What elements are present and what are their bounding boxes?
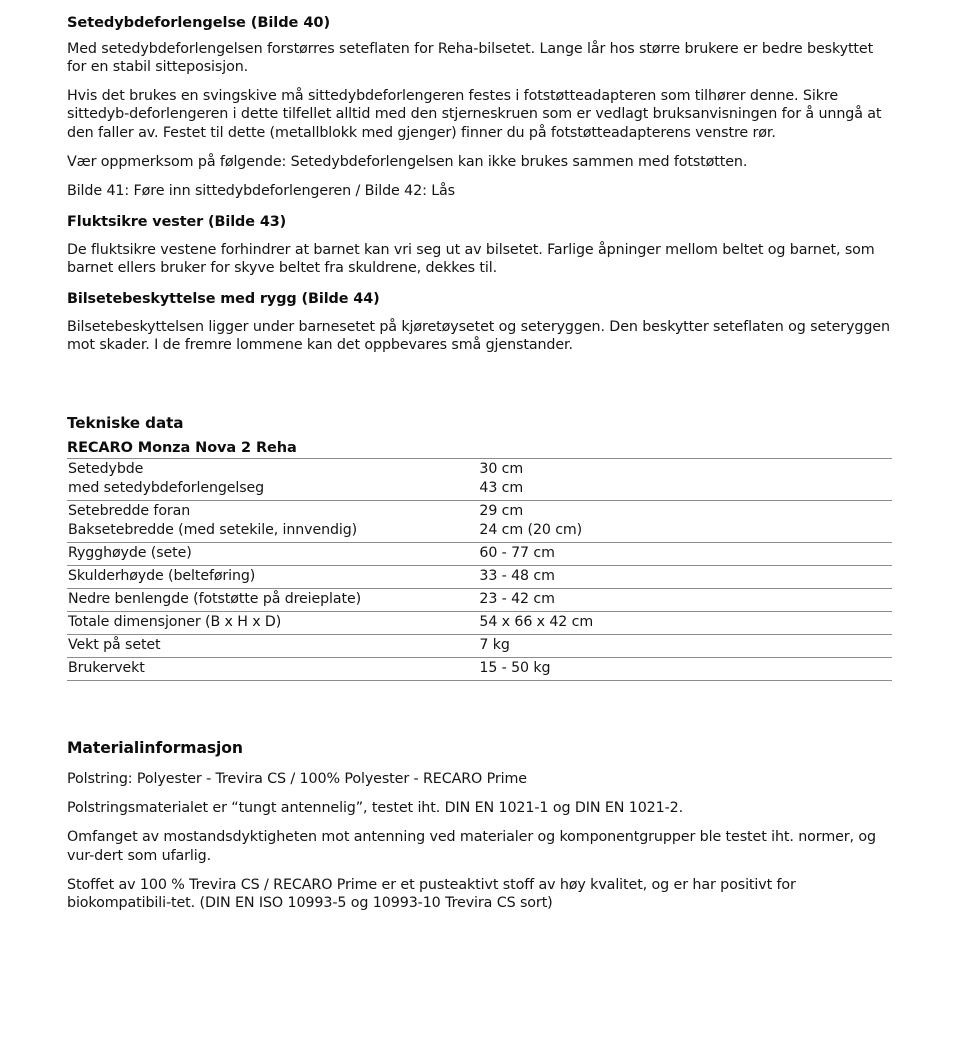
table-cell-value: 30 cm: [476, 459, 892, 480]
spacer: [67, 681, 892, 739]
table-cell-label: Setebredde foran: [68, 503, 191, 520]
table-cell-label: Skulderhøyde (belteføring): [67, 566, 476, 589]
paragraph: Bilsetebeskyttelsen ligger under barnesetet på kjøretøysetet og seteryggen. Den beskytter seteflaten og seteryggen mot skader. I de fremre lommene kan det oppbevares små gjenstander.: [67, 318, 890, 353]
table-row: [67, 658, 892, 681]
spacer: [67, 354, 892, 414]
table-cell-value: 23 - 42 cm: [476, 589, 892, 612]
table-row: [67, 521, 892, 543]
table-cell-value: 54 x 66 x 42 cm: [476, 612, 892, 635]
material-information-title: Materialinformasjon: [67, 739, 243, 758]
table-row: [67, 589, 892, 612]
section-bilsetebeskyttelse: [67, 290, 892, 354]
paragraph: Polstringsmaterialet er “tungt antennelig”, testet iht. DIN EN 1021-1 og DIN EN 1021-2.: [67, 800, 684, 817]
table-row: [67, 543, 892, 566]
technical-data-block: [67, 414, 892, 681]
section-fluktsikre-vester: [67, 213, 892, 277]
paragraph-image-caption: Bilde 41: Føre inn sittedybdeforlengeren / Bilde 42: Lås: [67, 182, 456, 199]
table-row: [67, 566, 892, 589]
table-cell-label: Setedybde: [67, 459, 476, 480]
paragraph: Med setedybdeforlengelsen forstørres seteflaten for Reha-bilsetet. Lange lår hos større brukere er bedre beskyttet for en stabil sitteposisjon.: [67, 40, 874, 75]
section-heading: Setedybdeforlengelse (Bilde 40): [67, 14, 331, 31]
paragraph: Hvis det brukes en svingskive må sittedybdeforlengeren festes i fotstøtteadapteren som tilhører denne. Sikre sittedyb-deforlengeren i dette tilfellet alltid med den stjerneskruen som er vedlagt bruksanvisningen for å unngå at den faller av. Festet til dette (metallblokk med gjenger) finner du på fotstøtteadapterens venstre rør.: [67, 88, 882, 141]
table-cell-label: Brukervekt: [67, 658, 476, 681]
paragraph: Vær oppmerksom på følgende: Setedybdeforlengelsen kan ikke brukes sammen med fotstøtten.: [67, 153, 748, 170]
table-row: [67, 459, 892, 480]
table-cell-value: 15 - 50 kg: [476, 658, 892, 681]
table-cell-value: 60 - 77 cm: [476, 543, 892, 566]
product-model-name: RECARO Monza Nova 2 Reha: [67, 440, 297, 457]
section-setedybdeforlengelse: [67, 14, 892, 200]
section-heading: Bilsetebeskyttelse med rygg (Bilde 44): [67, 290, 380, 307]
table-cell-label: Nedre benlengde (fotstøtte på dreieplate): [67, 589, 476, 612]
table-cell-label: med setedybdeforlengelseg: [67, 479, 476, 501]
section-heading: Fluktsikre vester (Bilde 43): [67, 214, 287, 231]
paragraph: De fluktsikre vestene forhindrer at barnet kan vri seg ut av bilsetet. Farlige åpninger mellom beltet og barnet, som barnet ellers bruker for skyve beltet fra skuldrene, dekkes til.: [67, 242, 875, 277]
table-row: [67, 612, 892, 635]
table-cell-label: Vekt på setet: [67, 635, 476, 658]
table-row: [67, 501, 892, 522]
table-cell-value: 43 cm: [476, 479, 892, 501]
table-cell-value: 29 cm: [479, 503, 524, 520]
table-row: [67, 635, 892, 658]
paragraph: Stoffet av 100 % Trevira CS / RECARO Prime er et pusteaktivt stoff av høy kvalitet, og er har positivt for biokompatibili-tet. (DIN EN ISO 10993-5 og 10993-10 Trevira CS sort): [67, 876, 796, 911]
table-cell-label: Baksetebredde (med setekile, innvendig): [67, 521, 476, 543]
paragraph: Polstring: Polyester - Trevira CS / 100% Polyester - RECARO Prime: [67, 770, 527, 787]
table-cell-value: 7 kg: [476, 635, 892, 658]
material-information-block: [67, 739, 892, 912]
paragraph: Omfanget av mostandsdyktigheten mot antenning ved materialer og komponentgrupper ble testet iht. normer, og vur-dert som ufarlig.: [67, 829, 876, 864]
table-cell-value: 33 - 48 cm: [476, 566, 892, 589]
table-cell-value: 24 cm (20 cm): [476, 521, 892, 543]
table-cell-label: Rygghøyde (sete): [67, 543, 476, 566]
technical-data-title: Tekniske data: [67, 414, 184, 433]
technical-data-table: [67, 458, 892, 681]
table-row: [67, 479, 892, 501]
table-cell-label: Totale dimensjoner (B x H x D): [67, 612, 476, 635]
